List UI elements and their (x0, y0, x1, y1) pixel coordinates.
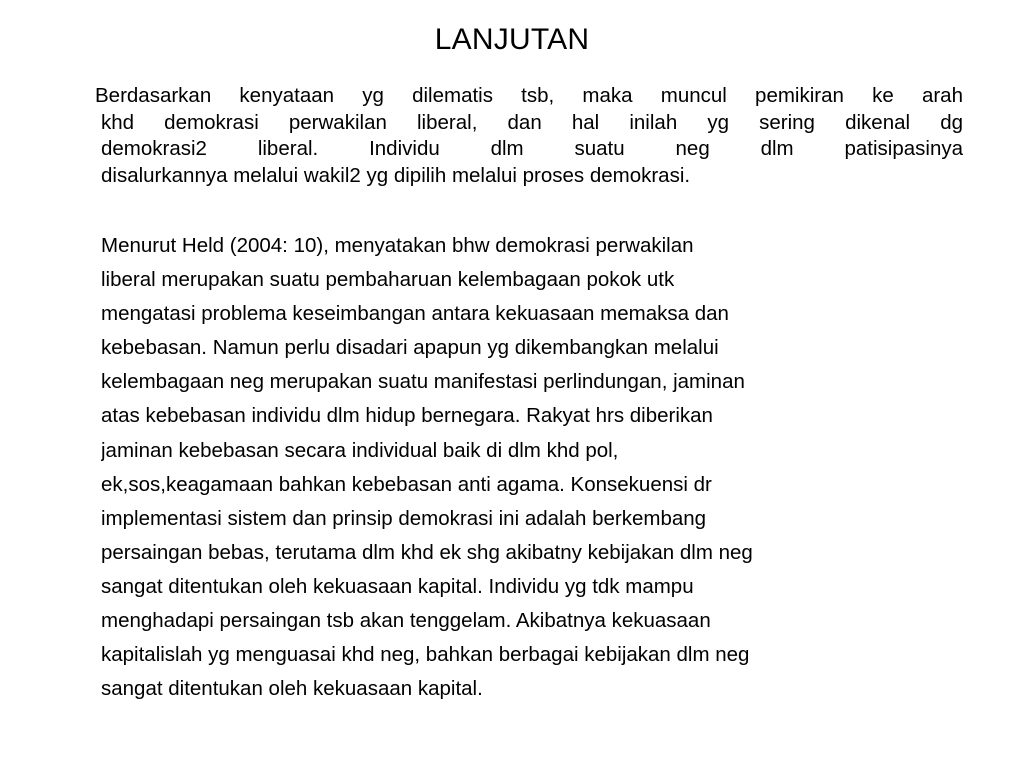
paragraph-held-line: Menurut Held (2004: 10), menyatakan bhw demokrasi perwakilan (101, 234, 694, 257)
paragraph-held-line: menghadapi persaingan tsb akan tenggelam. Akibatnya kekuasaan (101, 609, 711, 633)
paragraph-held (101, 229, 981, 706)
paragraph-intro-line: khd demokrasi perwakilan liberal, dan hal inilah yg sering dikenal dg (101, 110, 963, 134)
paragraph-held-line: sangat ditentukan oleh kekuasaan kapital. Individu yg tdk mampu (101, 574, 694, 598)
paragraph-held-line: persaingan bebas, terutama dlm khd ek shg akibatny kebijakan dlm neg (101, 540, 753, 564)
paragraph-held-line: kapitalislah yg menguasai khd neg, bahkan berbagai kebijakan dlm neg (101, 643, 750, 667)
paragraph-held-line: liberal merupakan suatu pembaharuan kelembagaan pokok utk (101, 268, 675, 292)
paragraph-held-line: kebebasan. Namun perlu disadari apapun yg dikembangkan melalui (101, 336, 719, 360)
paragraph-held-line: ek,sos,keagamaan bahkan kebebasan anti agama. Konsekuensi dr (101, 472, 712, 496)
paragraph-held-line: atas kebebasan individu dlm hidup bernegara. Rakyat hrs diberikan (101, 404, 713, 428)
paragraph-intro (95, 83, 963, 189)
paragraph-intro-line: demokrasi2 liberal. Individu dlm suatu neg dlm patisipasinya (101, 137, 963, 160)
slide-title: LANJUTAN (434, 23, 590, 56)
paragraph-held-line: kelembagaan neg merupakan suatu manifestasi perlindungan, jaminan (101, 370, 745, 394)
paragraph-intro-line: Berdasarkan kenyataan yg dilematis tsb, maka muncul pemikiran ke arah (95, 84, 963, 107)
paragraph-held-line: jaminan kebebasan secara individual baik di dlm khd pol, (101, 438, 619, 462)
paragraph-held-line: sangat ditentukan oleh kekuasaan kapital. (101, 677, 483, 701)
paragraph-held-line: mengatasi problema keseimbangan antara kekuasaan memaksa dan (101, 302, 729, 326)
paragraph-intro-line: disalurkannya melalui wakil2 yg dipilih melalui proses demokrasi. (101, 163, 691, 187)
paragraph-held-line: implementasi sistem dan prinsip demokrasi ini adalah berkembang (101, 506, 707, 530)
